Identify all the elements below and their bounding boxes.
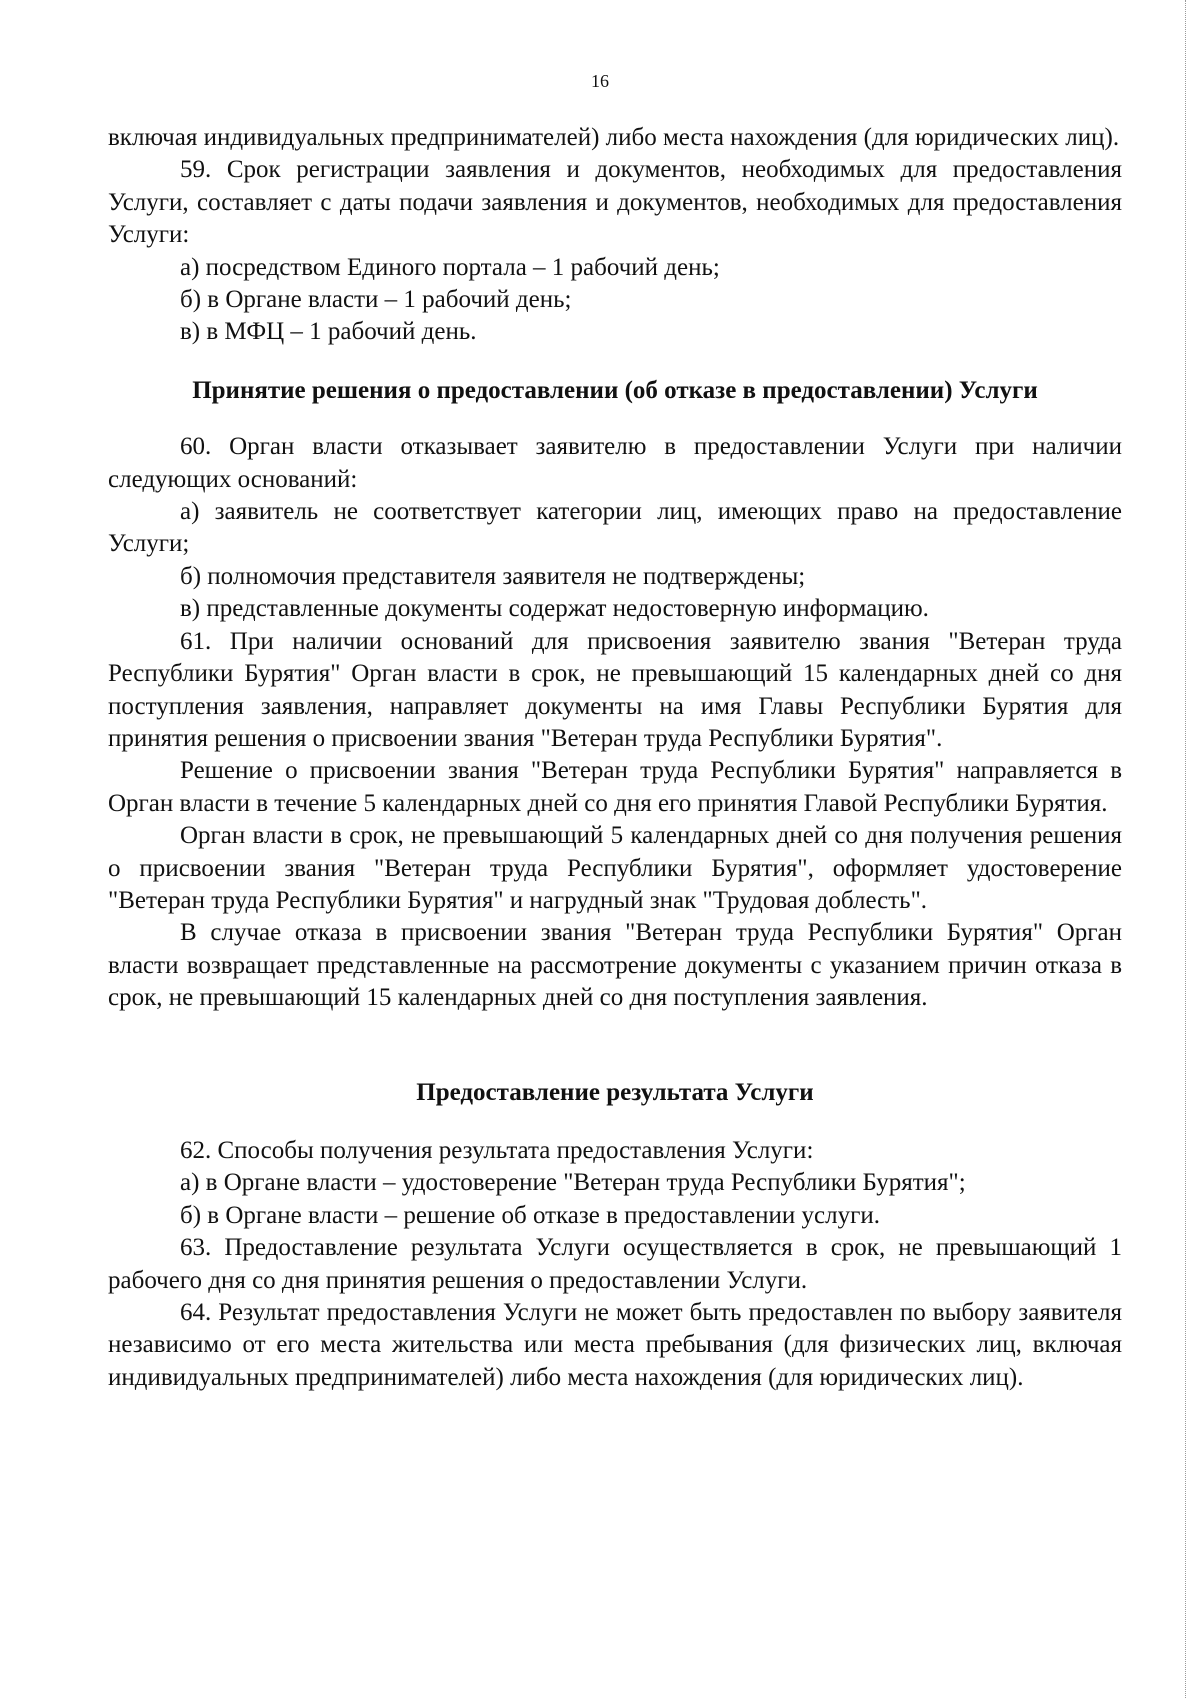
paragraph-63: 63. Предоставление результата Услуги осуществляется в срок, не превышающий 1 рабочего дня со дня принятия решения о предоставлении Услуги. [108, 1234, 1122, 1294]
paragraph-59: 59. Срок регистрации заявления и документов, необходимых для предоставления Услуги, составляет с даты подачи заявления и документов, необходимых для предоставления Услуги: [108, 156, 1122, 249]
list-item-62b: б) в Органе власти – решение об отказе в предоставлении услуги. [180, 1201, 880, 1229]
list-item-59c: в) в МФЦ – 1 рабочий день. [180, 318, 477, 346]
list-item-60a: а) заявитель не соответствует категории лиц, имеющих право на предоставление Услуги; [108, 498, 1122, 558]
paragraph-61: 61. При наличии оснований для присвоения заявителю звания "Ветеран труда Республики Бурятия" Орган власти в срок, не превышающий 15 календарных дней со дня поступления заявления, направляет документы на имя Главы Республики Бурятия для принятия решения о присвоении звания "Ветеран труда Республики Бурятия". [108, 627, 1122, 752]
list-item-59b: б) в Органе власти – 1 рабочий день; [180, 286, 572, 314]
paragraph-61-certificate: Орган власти в срок, не превышающий 5 календарных дней со дня получения решения о присвоении звания "Ветеран труда Республики Бурятия", оформляет удостоверение "Ветеран труда Республики Бурятия" и нагрудный знак "Трудовая доблесть". [108, 822, 1122, 914]
list-item-60b: б) полномочия представителя заявителя не подтверждены; [180, 562, 806, 590]
paragraph-64: 64. Результат предоставления Услуги не может быть предоставлен по выбору заявителя независимо от его места жительства или места пребывания (для физических лиц, включая индивидуальных предпринимателей) либо места нахождения (для юридических лиц). [108, 1299, 1122, 1391]
paragraph-61-refusal: В случае отказа в присвоении звания "Ветеран труда Республики Бурятия" Орган власти возвращает представленные на рассмотрение документы с указанием причин отказа в срок, не превышающий 15 календарных дней со дня поступления заявления. [108, 919, 1122, 1012]
list-item-62a: а) в Органе власти – удостоверение "Ветеран труда Республики Бурятия"; [180, 1169, 966, 1197]
paragraph-continuation: включая индивидуальных предпринимателей) либо места нахождения (для юридических лиц). [108, 124, 1120, 151]
page-number: 16 [591, 71, 609, 91]
section-heading-decision: Принятие решения о предоставлении (об отказе в предоставлении) Услуги [192, 376, 1038, 404]
list-item-60c: в) представленные документы содержат недостоверную информацию. [180, 595, 929, 623]
scan-edge-line [1185, 0, 1186, 1698]
paragraph-60: 60. Орган власти отказывает заявителю в предоставлении Услуги при наличии следующих оснований: [108, 433, 1122, 493]
paragraph-61-decision: Решение о присвоении звания "Ветеран труда Республики Бурятия" направляется в Орган власти в течение 5 календарных дней со дня его принятия Главой Республики Бурятия. [108, 757, 1122, 817]
paragraph-62: 62. Способы получения результата предоставления Услуги: [180, 1136, 814, 1164]
section-heading-result: Предоставление результата Услуги [416, 1078, 814, 1106]
document-body [108, 122, 1122, 1394]
list-item-59a: а) посредством Единого портала – 1 рабочий день; [180, 253, 720, 281]
